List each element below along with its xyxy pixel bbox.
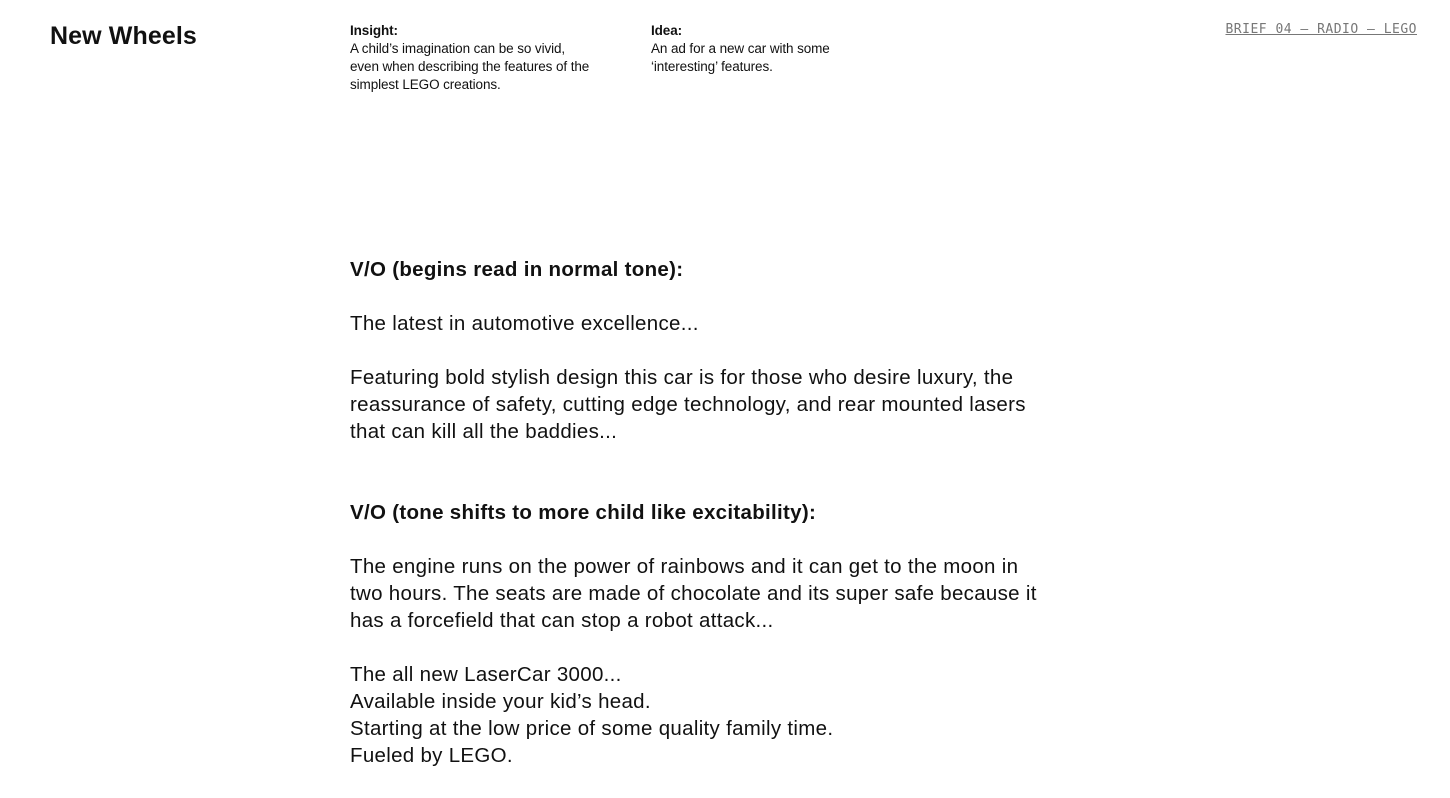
script-paragraph-closing: The all new LaserCar 3000... Available inside your kid’s head. Starting at the low price of some quality family time. Fueled by LEGO. <box>350 663 834 767</box>
insight-label: Insight: <box>350 23 398 38</box>
idea-block <box>651 22 881 76</box>
radio-script <box>350 229 1090 769</box>
idea-text: An ad for a new car with some ‘interesting’ features. <box>651 41 830 74</box>
brief-link[interactable]: BRIEF 04 – RADIO – LEGO <box>1225 22 1417 37</box>
vo-direction-normal: V/O (begins read in normal tone): <box>350 258 684 281</box>
idea-label: Idea: <box>651 23 683 38</box>
vo-direction-excited: V/O (tone shifts to more child like excitability): <box>350 501 817 524</box>
page-title: New Wheels <box>50 22 197 50</box>
script-paragraph-imagination: The engine runs on the power of rainbows and it can get to the moon in two hours. The seats are made of chocolate and its super safe because it has a forcefield that can stop a robot attack... <box>350 555 1037 632</box>
script-section-2 <box>350 472 1090 634</box>
script-section-1 <box>350 229 1090 337</box>
script-paragraph-features: Featuring bold stylish design this car is for those who desire luxury, the reassurance of safety, cutting edge technology, and rear mounted lasers that can kill all the baddies... <box>350 366 1026 443</box>
script-line-intro: The latest in automotive excellence... <box>350 312 699 335</box>
insight-text: A child’s imagination can be so vivid, even when describing the features of the simplest LEGO creations. <box>350 41 590 92</box>
insight-block <box>350 22 630 94</box>
